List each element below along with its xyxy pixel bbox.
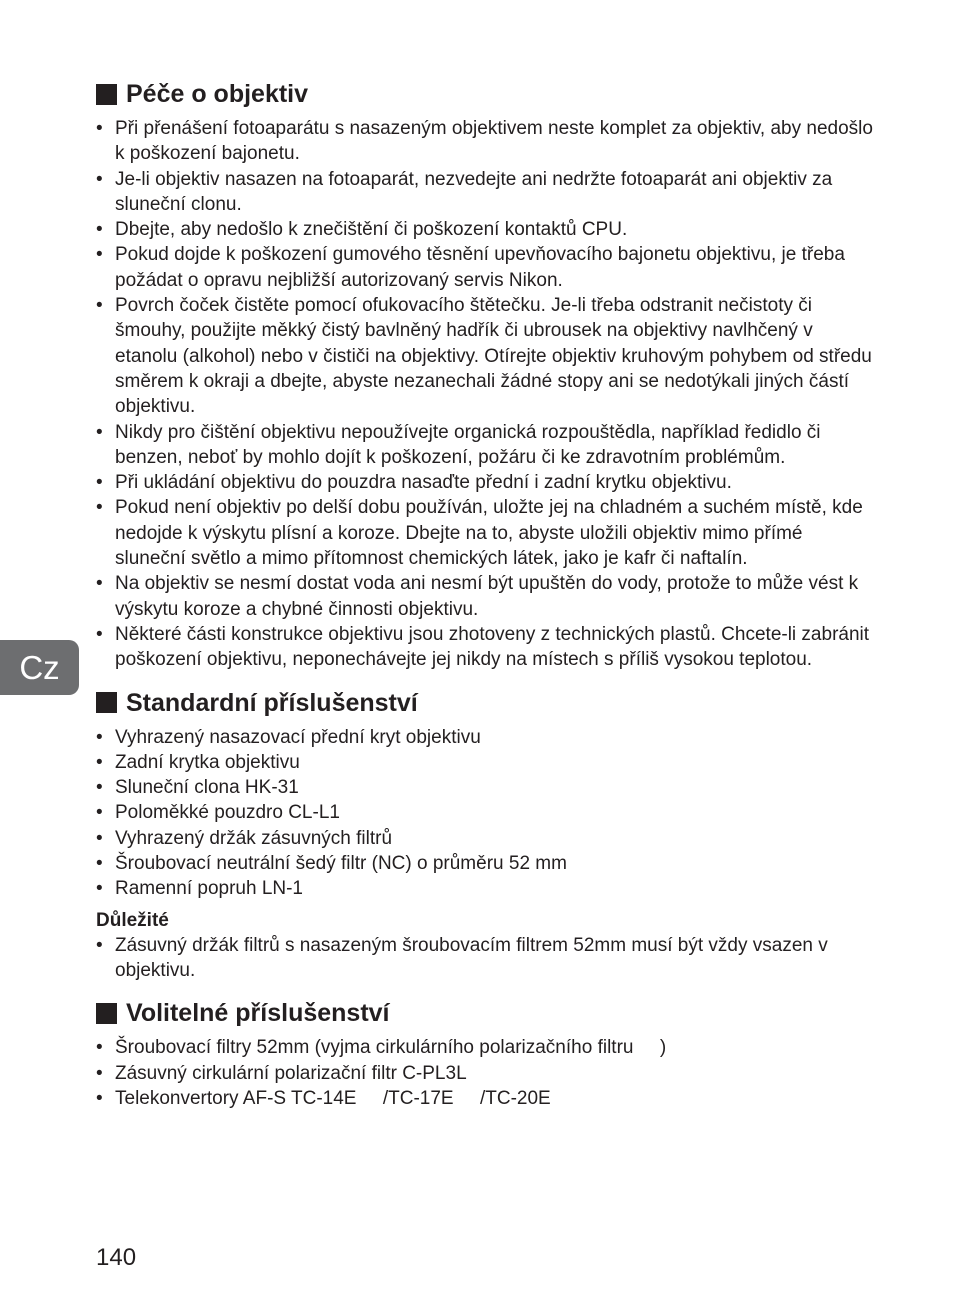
square-bullet-icon bbox=[96, 1003, 117, 1024]
page-number: 140 bbox=[96, 1244, 137, 1271]
list-item: • Při ukládání objektivu do pouzdra nasaďte přední i zadní krytku objektivu. bbox=[96, 470, 876, 495]
list-item: • Šroubovací neutrální šedý filtr (NC) o průměru 52 mm bbox=[96, 851, 876, 876]
standard-accessories-list bbox=[96, 725, 876, 902]
optional-accessories-list bbox=[96, 1035, 876, 1111]
list-item: • Je-li objektiv nasazen na fotoaparát, nezvedejte ani nedržte fotoaparát ani objektiv za sluneční clonu. bbox=[96, 167, 876, 218]
list-item: • Zásuvný cirkulární polarizační filtr C-PL3L bbox=[96, 1061, 876, 1086]
list-item: • Vyhrazený nasazovací přední kryt objektivu bbox=[96, 725, 876, 750]
list-item: • Na objektiv se nesmí dostat voda ani nesmí být upuštěn do vody, protože to může vést k výskytu koroze a chybné činnosti objektivu. bbox=[96, 571, 876, 622]
list-item: • Některé části konstrukce objektivu jsou zhotoveny z technických plastů. Chcete-li zabránit poškození objektivu, neponechávejte jej nikdy na místech s příliš vysokou teplotou. bbox=[96, 622, 876, 673]
section-title-text: Volitelné příslušenství bbox=[126, 999, 390, 1028]
section-title-optional-accessories bbox=[96, 997, 876, 1029]
list-item: • Telekonvertory AF-S TC-14E /TC-17E /TC-20E bbox=[96, 1086, 876, 1111]
list-item: • Povrch čoček čistěte pomocí ofukovacího štětečku. Je-li třeba odstranit nečistoty či šmouhy, použijte měkký čistý bavlněný hadřík či ubrousek na objektivy navlhčený v etanolu (alkohol) nebo v čističi na objektivy. Otírejte objektiv kruhovým pohybem od středu směrem k okraji a dbejte, abyste nezanechali žádné stopy ani se nedotýkali jiných částí objektivu. bbox=[96, 293, 876, 419]
list-item: • Pokud není objektiv po delší dobu používán, uložte jej na chladném a suchém místě, kde nedojde k výskytu plísní a koroze. Dbejte na to, abyste uložili objektiv mimo přímé sluneční světlo a mimo přítomnost chemických látek, jako je kafr či naftalín. bbox=[96, 495, 876, 571]
list-item: • Zásuvný držák filtrů s nasazeným šroubovacím filtrem 52mm musí být vždy vsazen v objektivu. bbox=[96, 933, 876, 984]
section-title-lens-care bbox=[96, 78, 876, 110]
section-title-text: Péče o objektiv bbox=[126, 80, 309, 108]
list-item: • Poloměkké pouzdro CL-L1 bbox=[96, 800, 876, 825]
important-note-list bbox=[96, 933, 876, 984]
list-item: • Vyhrazený držák zásuvných filtrů bbox=[96, 826, 876, 851]
language-tab: Cz bbox=[0, 640, 79, 695]
list-item: • Nikdy pro čištění objektivu nepoužívejte organická rozpouštědla, například ředidlo či benzen, neboť by mohlo dojít k poškození, požáru či ke zdravotním problémům. bbox=[96, 420, 876, 471]
important-note-title: Důležité bbox=[96, 909, 169, 931]
list-item: • Ramenní popruh LN-1 bbox=[96, 876, 876, 901]
page-content bbox=[96, 78, 876, 1111]
list-item: • Dbejte, aby nedošlo k znečištění či poškození kontaktů CPU. bbox=[96, 217, 876, 242]
list-item: • Při přenášení fotoaparátu s nasazeným objektivem neste komplet za objektiv, aby nedošlo k poškození bajonetu. bbox=[96, 116, 876, 167]
list-item: • Zadní krytka objektivu bbox=[96, 750, 876, 775]
list-item: • Sluneční clona HK-31 bbox=[96, 775, 876, 800]
section-title-standard-accessories bbox=[96, 687, 876, 719]
section-title-text: Standardní příslušenství bbox=[126, 688, 418, 717]
square-bullet-icon bbox=[96, 692, 117, 713]
list-item: • Šroubovací filtry 52mm (vyjma cirkulárního polarizačního filtru ) bbox=[96, 1035, 876, 1060]
lens-care-list bbox=[96, 116, 876, 673]
list-item: • Pokud dojde k poškození gumového těsnění upevňovacího bajonetu objektivu, je třeba požádat o opravu nejbližší autorizovaný servis Nikon. bbox=[96, 242, 876, 293]
square-bullet-icon bbox=[96, 84, 117, 105]
